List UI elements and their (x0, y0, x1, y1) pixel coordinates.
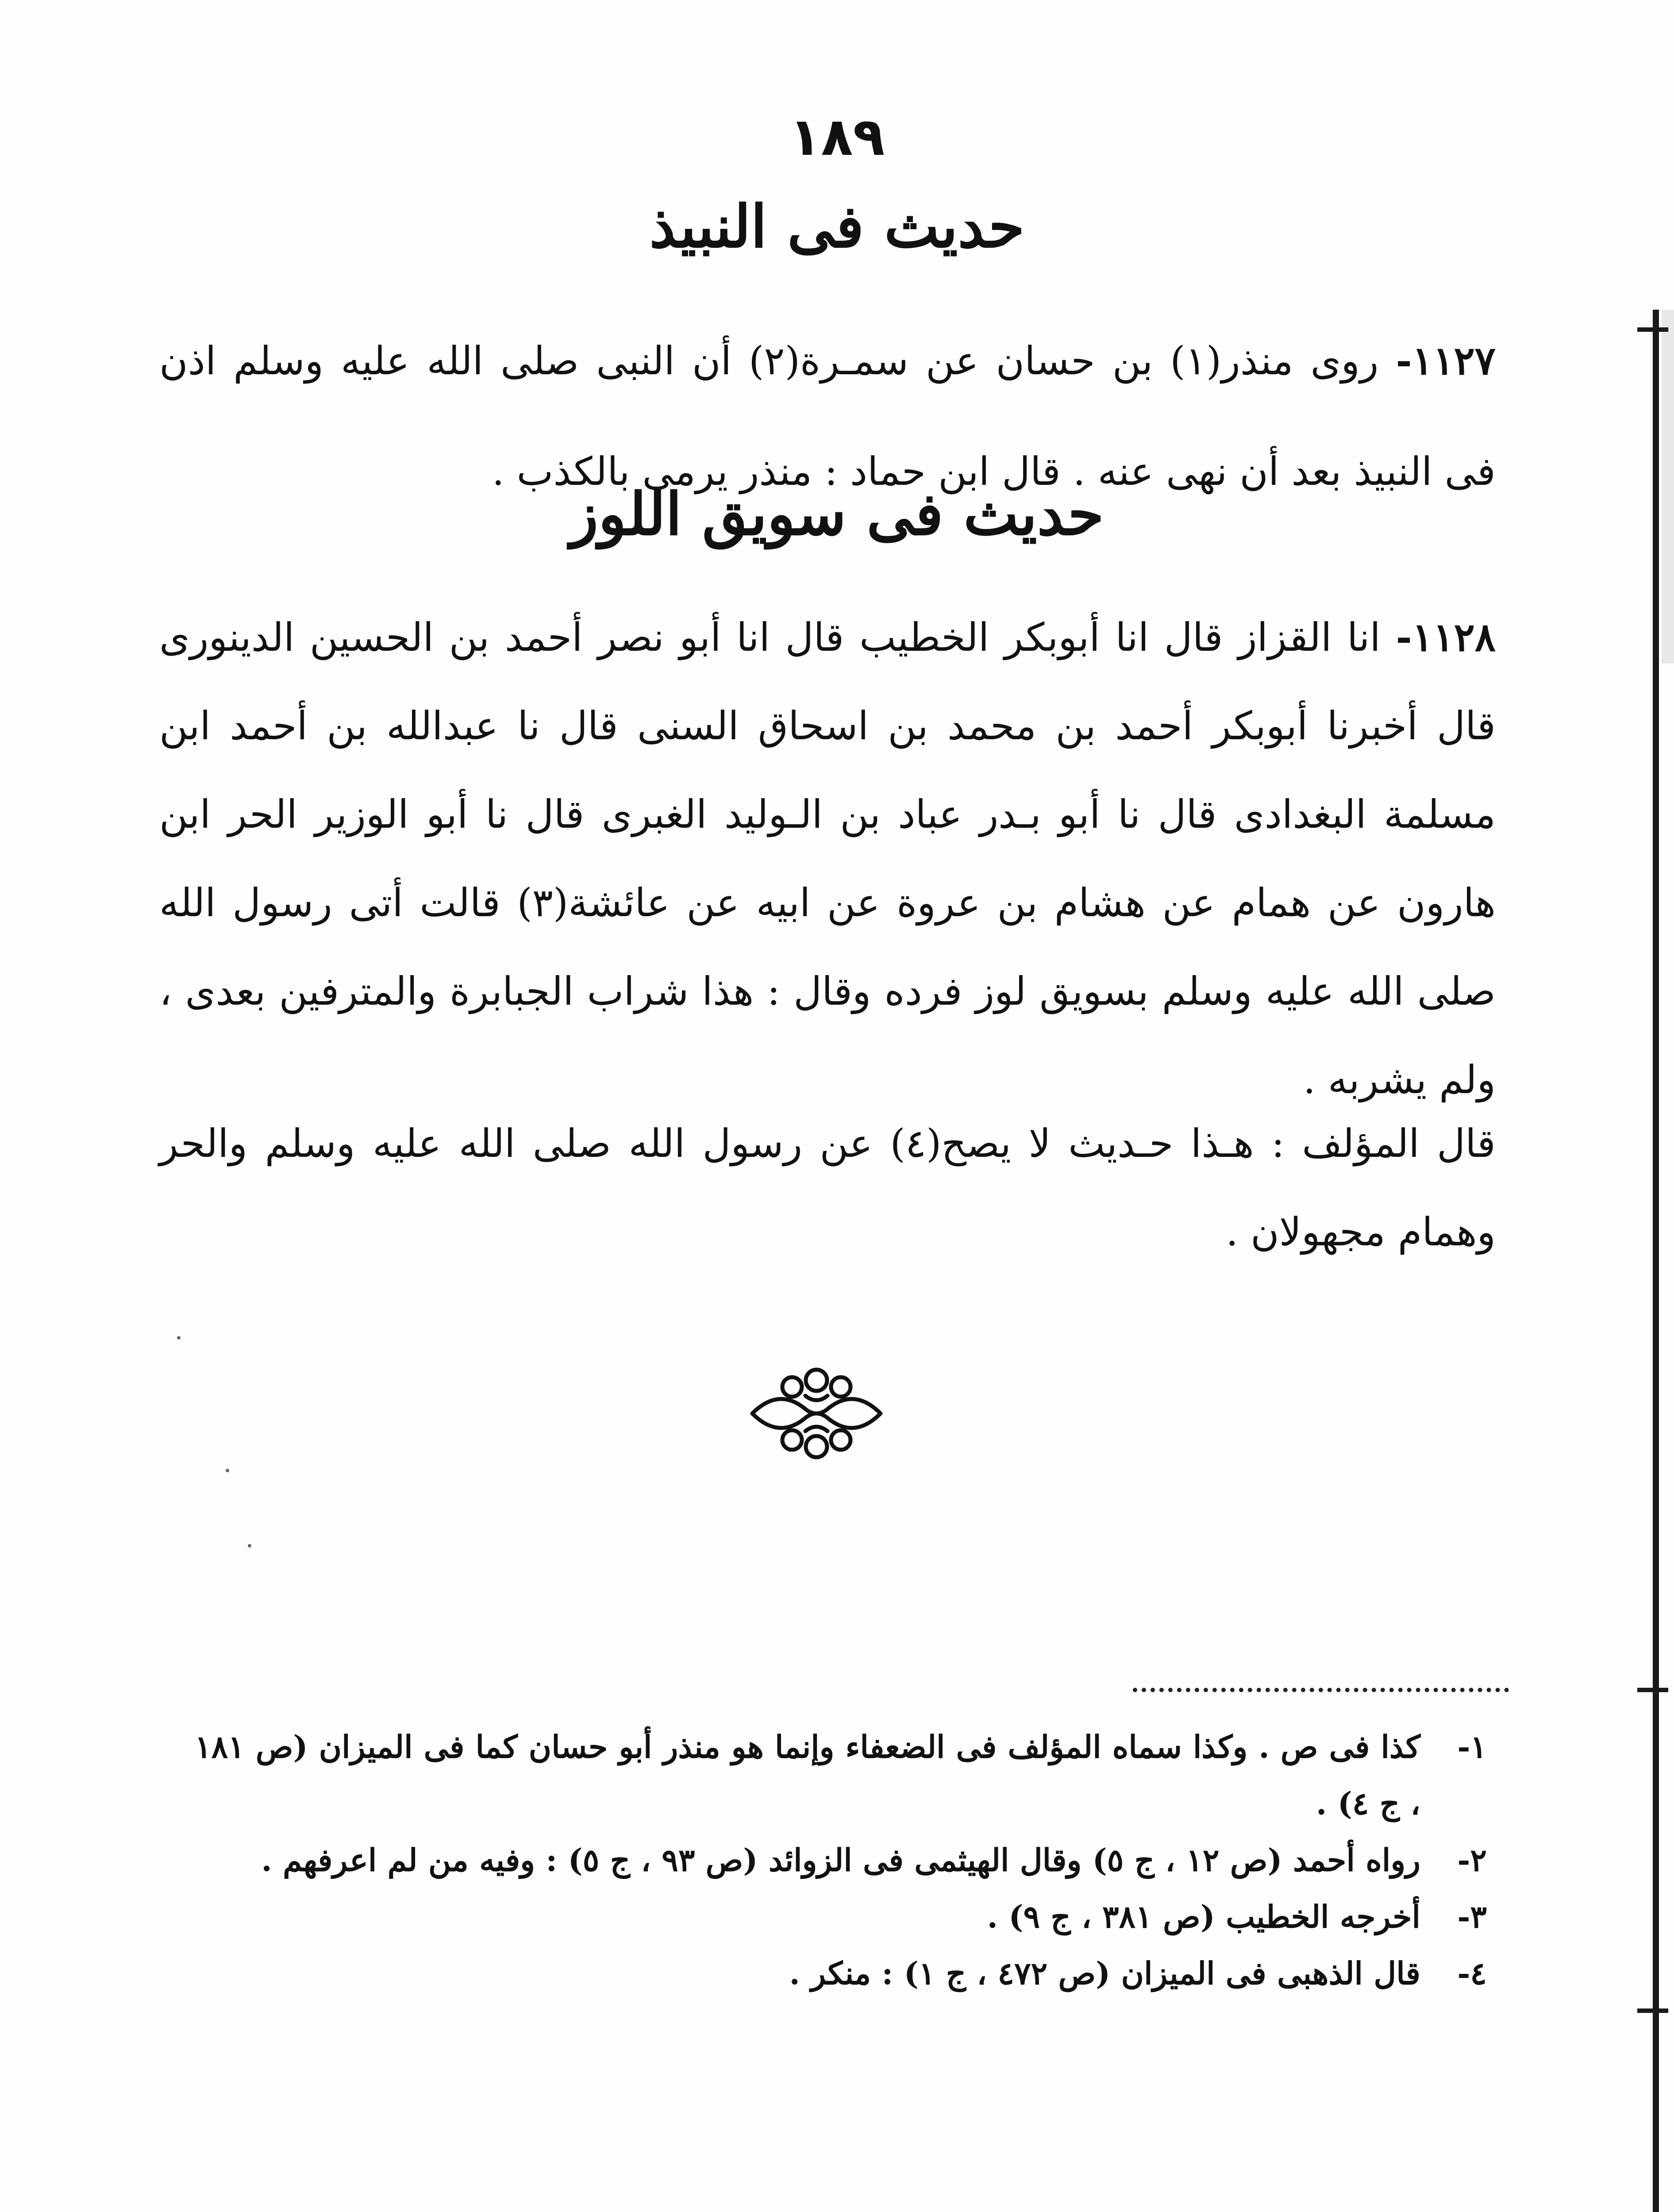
section-heading-nabidh: حديث فى النبيذ (649, 192, 1025, 261)
footnote-text: قال الذهبى فى الميزان (ص ٤٧٢ ، ج ١) : منكر . (789, 1955, 1420, 1992)
footnotes (195, 1719, 1487, 2002)
binding-shadow (1662, 310, 1674, 664)
hadith-number: ١١٢٧- (1396, 338, 1496, 384)
footnote-marker: ٣- (1457, 1898, 1487, 1935)
footnote-2 (195, 1832, 1487, 1889)
footnote-marker: ٤- (1457, 1955, 1487, 1992)
footnote-text: أخرجه الخطيب (ص ٣٨١ ، ج ٩) . (987, 1898, 1420, 1935)
page-number: ١٨٩ (789, 106, 885, 167)
section-heading-almond-sawiq: حديث فى سويق اللوز (570, 480, 1104, 549)
footnote-text: رواه أحمد (ص ١٢ ، ج ٥) وقال الهيثمى فى الزوائد (ص ٩٣ ، ج ٥) : وفيه من لم اعرفهم . (261, 1842, 1420, 1878)
footnote-3 (195, 1889, 1487, 1945)
scan-speck (226, 1469, 229, 1472)
hadith-text: روى منذر(١) بن حسان عن سمـرة(٢) أن النبى صلى الله عليه وسلم اذن فى النبيذ بعد أن نهى عنه . قال ابن حماد : منذر يرمى بالكذب . (159, 338, 1496, 494)
footnote-1 (195, 1719, 1487, 1832)
binding-edge-line (1653, 310, 1659, 2212)
binding-tick (1637, 2008, 1668, 2013)
binding-tick (1637, 1688, 1668, 1692)
hadith-text: انا القزاز قال انا أبوبكر الخطيب قال انا أبو نصر أحمد بن الحسين الدينورى قال أخبرنا أبوبكر أحمد بن محمد بن اسحاق السنى قال نا عبدالله بن أحمد ابن مسلمة البغدادى قال نا أبو بـدر عباد بن الـوليد الغبرى قال نا أبو الوزير الحر ابن هارون عن همام عن هشام بن عروة عن ابيه عن عائشة(٣) قالت أتى رسول الله صلى الله عليه وسلم بسويق لوز فرده وقال : هذا شراب الجبابرة والمترفين بعدى ، ولم يشربه . (159, 614, 1496, 1102)
author-comment: قال المؤلف : هـذا حـديث لا يصح(٤) عن رسول الله صلى الله عليه وسلم والحر وهمام مجهولان . (159, 1121, 1496, 1255)
floral-ornament-icon (743, 1360, 889, 1467)
binding-tick (1637, 327, 1668, 332)
hadith-1128 (159, 593, 1496, 1124)
scan-speck (177, 1336, 181, 1340)
footnote-text: كذا فى ص . وكذا سماه المؤلف فى الضعفاء وإنما هو منذر أبو حسان كما فى الميزان (ص ١٨١ ، ج ٤) . (195, 1728, 1420, 1822)
footnote-separator (1133, 1688, 1509, 1692)
footnote-marker: ١- (1457, 1728, 1487, 1765)
footnote-marker: ٢- (1457, 1842, 1487, 1878)
scan-speck (248, 1544, 251, 1548)
footnote-4 (195, 1945, 1487, 2002)
hadith-number: ١١٢٨- (1396, 614, 1496, 660)
